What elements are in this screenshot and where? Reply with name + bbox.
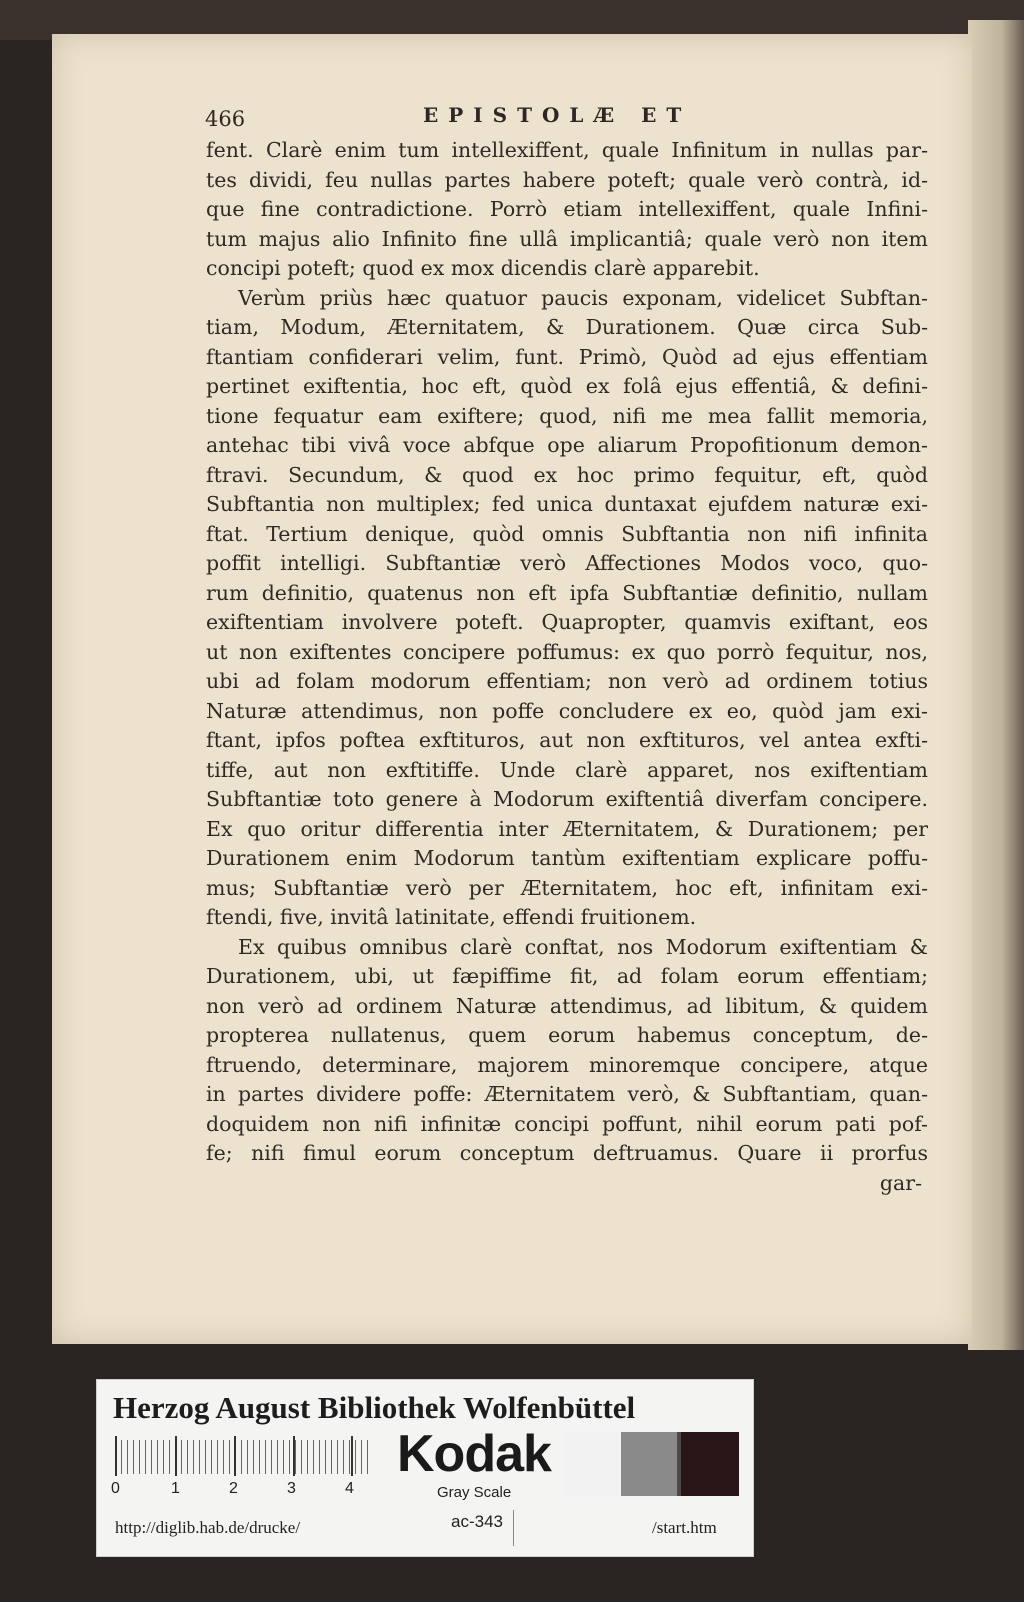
url-left: http://diglib.hab.de/drucke/ [115, 1518, 301, 1537]
text-line: propterea nullatenus, quem eorum habemus conceptum, de- [206, 1023, 928, 1047]
text-line: Naturæ attendimus, non poffe concludere ex eo, quòd jam exi- [206, 698, 928, 723]
text-line: Durationem enim Modorum tantùm exiftentiam explicare poffu- [206, 846, 928, 870]
text-line: Subftantiæ toto genere à Modorum exiftentiâ diverfam concipere. [206, 787, 928, 811]
text-line: tiam, Modum, Æternitatem, & Durationem. Quæ circa Sub- [206, 315, 928, 339]
text-line: Ex quo oritur differentia inter Æternitatem, & Durationem; per [206, 816, 928, 841]
url-right: /start.htm [652, 1518, 717, 1537]
adjacent-page-edge [968, 20, 1024, 1350]
catchword: gar- [879, 1170, 922, 1195]
ruler-number: 3 [287, 1480, 296, 1497]
catalog-code: ac-343 [451, 1512, 503, 1531]
gray-swatch [621, 1432, 677, 1496]
text-line: Subftantia non multiplex; fed unica duntaxat ejufdem naturæ exi- [206, 492, 928, 516]
text-line: tum majus alio Infinito fine ullâ implicantiâ; quale verò non item [206, 226, 928, 251]
text-line: fe; nifi fimul eorum conceptum deftruamus. Quare ii prorfus [206, 1141, 928, 1165]
body-text [206, 136, 928, 1198]
ruler-tick [293, 1436, 295, 1476]
text-line: tiffe, aut non exftitiffe. Unde clarè apparet, nos exiftentiam [206, 757, 928, 782]
ruler-number: 2 [229, 1480, 238, 1497]
gray-swatch [681, 1432, 739, 1496]
text-line: non verò ad ordinem Naturæ attendimus, ad libitum, & quidem [206, 993, 928, 1018]
ruler-tick [234, 1436, 236, 1476]
ruler-tick [175, 1436, 177, 1476]
ruler-number: 1 [171, 1480, 180, 1497]
library-name: Herzog August Bibliothek Wolfenbüttel [113, 1390, 636, 1425]
text-line: in partes dividere poffe: Æternitatem verò, & Subftantiam, quan- [206, 1082, 928, 1106]
kodak-logo: Kodak [397, 1425, 551, 1483]
text-line: antehac tibi vivâ voce abfque ope aliarum Propofitionum demon- [206, 433, 928, 457]
gray-scale-label: Gray Scale [437, 1484, 512, 1501]
text-line: ftruendo, determinare, majorem minoremque concipere, atque [206, 1052, 928, 1077]
ruler-number: 0 [111, 1480, 120, 1497]
ruler-number: 4 [345, 1480, 354, 1497]
page-header [205, 103, 925, 133]
gray-swatch [565, 1432, 621, 1496]
text-line: Ex quibus omnibus clarè conftat, nos Modorum exiftentiam & [238, 934, 928, 959]
text-line: ftravi. Secundum, & quod ex hoc primo fequitur, eft, quòd [206, 462, 928, 487]
text-line: poffit intelligi. Subftantiæ verò Affectiones Modos voco, quo- [206, 551, 928, 575]
divider [513, 1510, 514, 1546]
text-line: ut non exiftentes concipere poffumus: ex quo porrò fequitur, nos, [206, 639, 928, 664]
text-line: pertinet exiftentia, hoc eft, quòd ex folâ ejus effentiâ, & defini- [206, 374, 928, 398]
text-line: ftant, ipfos poftea exftituros, aut non exftituros, vel antea exfti- [206, 728, 928, 752]
page-number: 466 [205, 107, 246, 131]
text-line: doquidem non nifi infinitæ concipi poffunt, nihil eorum pati pof- [206, 1111, 928, 1136]
text-line: ftantiam confiderari velim, funt. Primò, Quòd ad ejus effentiam [206, 344, 928, 369]
text-line: concipi poteft; quod ex mox dicendis clarè apparebit. [206, 256, 760, 280]
text-line: exiftentiam involvere poteft. Quapropter, quamvis exiftant, eos [206, 610, 928, 634]
text-line: Verùm priùs hæc quatuor paucis exponam, videlicet Subftan- [238, 285, 928, 310]
text-line: que fine contradictione. Porrò etiam intellexiffent, quale Infini- [206, 197, 928, 221]
library-color-card [96, 1379, 754, 1557]
text-line: tione fequatur eam exiftere; quod, nifi me mea fallit memoria, [206, 403, 928, 428]
running-title: EPISTOLÆ ET [423, 103, 692, 127]
text-line: ubi ad folam modorum effentiam; non verò ad ordinem totius [206, 669, 928, 693]
text-line: ftendi, five, invitâ latinitate, effendi fruitionem. [206, 905, 697, 929]
text-line: mus; Subftantiæ verò per Æternitatem, hoc eft, infinitam exi- [206, 875, 928, 900]
text-line: tes dividi, feu nullas partes habere poteft; quale verò contrà, id- [206, 167, 928, 192]
text-line: rum definitio, quatenus non eft ipfa Subftantiæ definitio, nullam [206, 580, 928, 605]
ruler-tick [115, 1436, 117, 1476]
text-line: fent. Clarè enim tum intellexiffent, quale Infinitum in nullas par- [206, 138, 928, 162]
text-line: Durationem, ubi, ut fæpiffime fit, ad folam eorum effentiam; [206, 964, 928, 988]
scale-ruler [115, 1440, 371, 1474]
ruler-tick [351, 1436, 353, 1476]
text-line: ftat. Tertium denique, quòd omnis Subftantia non nifi infinita [206, 521, 928, 546]
